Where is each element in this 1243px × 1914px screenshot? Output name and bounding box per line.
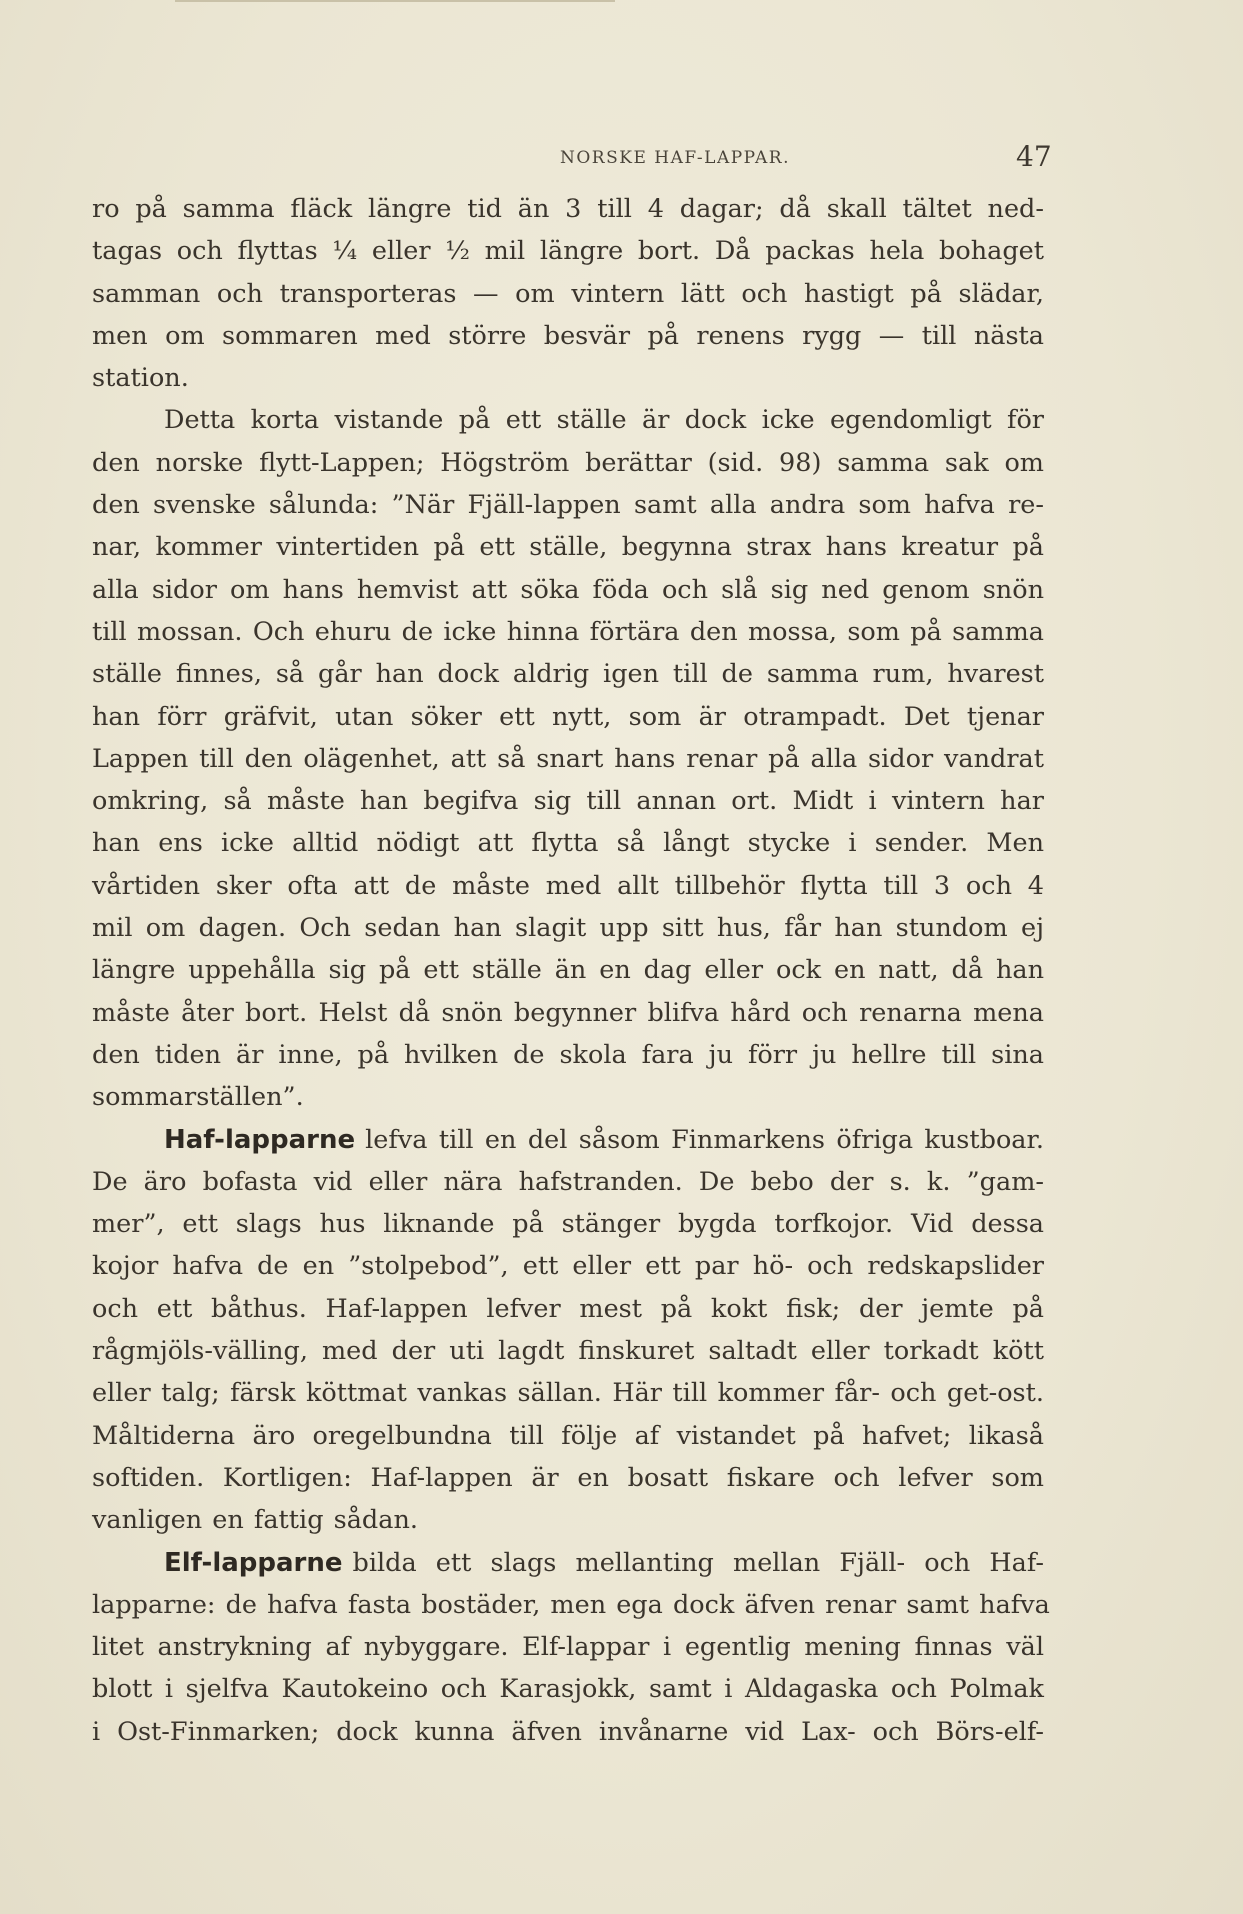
text-line: De äro bofasta vid eller nära hafstranden. De bebo der s. k. ”gam-	[92, 1166, 1044, 1197]
page-header	[0, 138, 1243, 178]
text-line: bilda ett slags mellanting mellan Fjäll- och Haf-	[352, 1547, 1044, 1578]
text-line: omkring, så måste han begifva sig till annan ort. Midt i vintern har	[92, 786, 1044, 817]
text-line: tagas och flyttas ¼ eller ½ mil längre bort. Då packas hela bohaget	[92, 236, 1044, 267]
text-line: ro på samma fläck längre tid än 3 till 4 dagar; då skall tältet ned-	[92, 194, 1044, 224]
text-line: kojor hafva de en ”stolpebod”, ett eller ett par hö- och redskapslider	[92, 1251, 1044, 1282]
text-line: han ens icke alltid nödigt att flytta så långt stycke i sender. Men	[92, 828, 1044, 859]
text-line: måste åter bort. Helst då snön begynner blifva hård och renarna mena	[92, 997, 1044, 1028]
text-line: mer”, ett slags hus liknande på stänger bygda torfkojor. Vid dessa	[92, 1209, 1044, 1240]
text-line: han förr gräfvit, utan söker ett nytt, som är otrampadt. Det tjenar	[92, 701, 1044, 732]
text-line: rågmjöls-välling, med der uti lagdt finskuret saltadt eller torkadt kött	[92, 1336, 1044, 1367]
text-line: den tiden är inne, på hvilken de skola fara ju förr ju hellre till sina	[92, 1039, 1044, 1070]
text-line: till mossan. Och ehuru de icke hinna förtära den mossa, som på samma	[92, 616, 1044, 647]
section-heading-elf-lapparne: Elf-lapparne	[164, 1547, 343, 1578]
text-line: lapparne: de hafva fasta bostäder, men ega dock äfven renar samt hafva	[92, 1589, 1050, 1620]
text-line: vanligen en fattig sådan.	[92, 1505, 418, 1536]
text-line: ställe finnes, så går han dock aldrig igen till de samma rum, hvarest	[92, 659, 1044, 690]
text-line: blott i sjelfva Kautokeino och Karasjokk, samt i Aldagaska och Polmak	[92, 1674, 1044, 1705]
text-line: Lappen till den olägenhet, att så snart hans renar på alla sidor vandrat	[92, 743, 1044, 774]
text-line: lefva till en del såsom Finmarkens öfriga kustboar.	[365, 1124, 1044, 1155]
body-text	[92, 188, 1050, 1753]
text-line: vårtiden sker ofta att de måste med allt tillbehör flytta till 3 och 4	[92, 870, 1044, 901]
text-line: längre uppehålla sig på ett ställe än en dag eller ock en natt, då han	[92, 955, 1044, 986]
page-edge-rule	[175, 0, 615, 2]
paragraph-elf-lapparne	[92, 1542, 1044, 1584]
text-line: eller talg; färsk köttmat vankas sällan. Här till kommer får- och get-ost.	[92, 1378, 1044, 1409]
text-line: den svenske sålunda: ”När Fjäll-lappen samt alla andra som hafva re-	[92, 490, 1044, 521]
text-line: samman och transporteras — om vintern lätt och hastigt på slädar,	[92, 278, 1044, 309]
text-line: station.	[92, 363, 189, 394]
running-head: NORSKE HAF-LAPPAR.	[560, 148, 791, 168]
section-heading-haf-lapparne: Haf-lapparne	[164, 1124, 356, 1155]
paragraph-haf-lapparne	[92, 1119, 1044, 1161]
text-line: softiden. Kortligen: Haf-lappen är en bosatt fiskare och lefver som	[92, 1462, 1044, 1493]
text-line: mil om dagen. Och sedan han slagit upp sitt hus, får han stundom ej	[92, 913, 1044, 944]
text-line: men om sommaren med större besvär på renens rygg — till nästa	[92, 320, 1044, 351]
text-line: litet anstrykning af nybyggare. Elf-lappar i egentlig mening finnas väl	[92, 1632, 1044, 1663]
text-line: i Ost-Finmarken; dock kunna äfven invånarne vid Lax- och Börs-elf-	[92, 1716, 1044, 1747]
text-line: Måltiderna äro oregelbundna till följe af vistandet på hafvet; likaså	[92, 1420, 1044, 1451]
text-line: Detta korta vistande på ett ställe är dock icke egendomligt för	[164, 405, 1044, 436]
text-line: den norske flytt-Lappen; Högström berättar (sid. 98) samma sak om	[92, 447, 1044, 478]
page-number: 47	[1016, 140, 1052, 173]
text-line: sommarställen”.	[92, 1082, 304, 1113]
text-line: och ett båthus. Haf-lappen lefver mest på kokt fisk; der jemte på	[92, 1293, 1044, 1324]
text-line: alla sidor om hans hemvist att söka föda och slå sig ned genom snön	[92, 574, 1044, 605]
text-line: nar, kommer vintertiden på ett ställe, begynna strax hans kreatur på	[92, 532, 1044, 563]
